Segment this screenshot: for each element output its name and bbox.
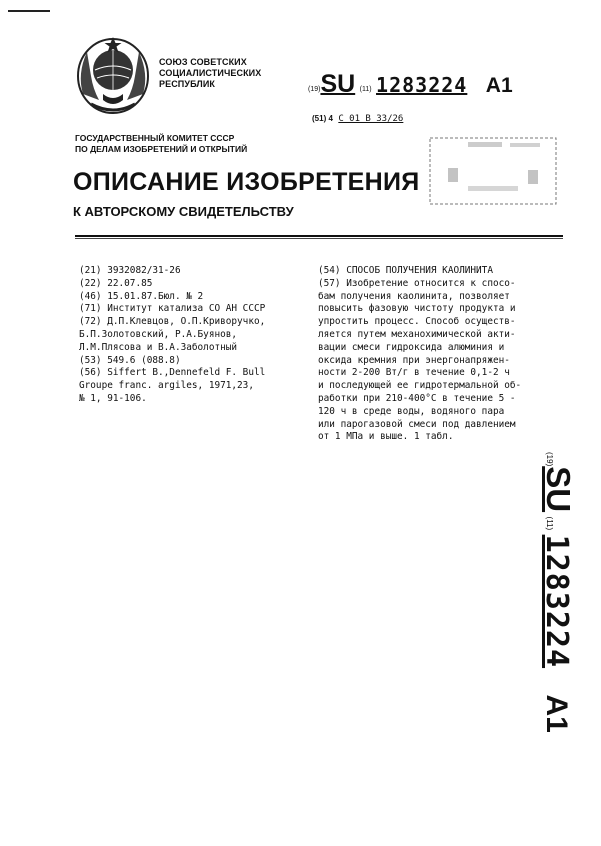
abstract-line: или парогазовой смеси под давлением xyxy=(318,418,516,430)
abstract-line: (57) Изобретение относится к спосо- xyxy=(318,277,516,289)
union-line: СОЦИАЛИСТИЧЕСКИХ xyxy=(159,68,262,78)
abstract-title: (54) СПОСОБ ПОЛУЧЕНИЯ КАОЛИНИТА xyxy=(318,265,493,276)
vertical-patent-number-value: 1283224 xyxy=(539,534,574,669)
committee-line: ПО ДЕЛАМ ИЗОБРЕТЕНИЙ И ОТКРЫТИЙ xyxy=(75,143,248,154)
biblio-line: (21) 3932082/31-26 xyxy=(79,265,181,276)
divider xyxy=(75,238,563,239)
vertical-code-11: (11) xyxy=(545,516,554,531)
union-line: РЕСПУБЛИК xyxy=(159,79,215,89)
biblio-line: Groupe franc. argiles, 1971,23, xyxy=(79,380,254,392)
biblio-line: № 1, 91-106. xyxy=(79,392,147,404)
abstract-line: оксида кремния при энергонапряжен- xyxy=(318,354,510,366)
code-11: (11) xyxy=(359,86,372,93)
committee-name xyxy=(75,133,247,154)
biblio-line: (46) 15.01.87.Бюл. № 2 xyxy=(79,290,204,302)
abstract-line: ности 2-200 Вт/г в течение 0,1-2 ч xyxy=(318,367,510,379)
vertical-code-19: (19) xyxy=(545,452,554,467)
document-subtitle: К АВТОРСКОМУ СВИДЕТЕЛЬСТВУ xyxy=(73,204,294,219)
vertical-country-code: SU xyxy=(540,466,577,513)
ipc-code: (51) 4 xyxy=(312,114,333,123)
country-code: SU xyxy=(320,70,356,98)
biblio-line: (56) Siffert B.,Dennefeld F. Bull xyxy=(79,367,266,379)
biblio-line: Б.П.Золотовский, Р.А.Буянов, xyxy=(79,328,238,340)
code-19: (19) xyxy=(308,86,321,93)
ipc-classification xyxy=(312,114,403,124)
union-line: СОЮЗ СОВЕТСКИХ xyxy=(159,57,247,67)
biblio-line: (71) Институт катализа СО АН СССР xyxy=(79,303,266,315)
union-name xyxy=(159,57,261,90)
abstract-line: работки при 210-400°С в течение 5 - xyxy=(318,392,516,404)
biblio-line: (53) 549.6 (088.8) xyxy=(79,354,181,366)
vertical-kind-code: A1 xyxy=(540,694,573,733)
abstract-line: ляется путем механохимической акти- xyxy=(318,328,516,340)
biblio-line: (22) 22.07.85 xyxy=(79,277,153,289)
biblio-line: (72) Д.П.Клевцов, О.П.Криворучко, xyxy=(79,316,266,328)
committee-line: ГОСУДАРСТВЕННЫЙ КОМИТЕТ СССР xyxy=(75,133,235,143)
divider xyxy=(75,235,563,237)
patent-number-row xyxy=(308,70,513,99)
vertical-patent-number xyxy=(539,452,577,733)
abstract-line: от 1 МПа и выше. 1 табл. xyxy=(318,431,454,443)
bibliographic-data xyxy=(79,265,265,406)
document-title: ОПИСАНИЕ ИЗОБРЕТЕНИЯ xyxy=(73,168,420,196)
state-emblem-icon xyxy=(73,34,153,116)
abstract-line: бам получения каолинита, позволяет xyxy=(318,290,510,302)
abstract-line: вации смеси гидроксида алюминия и xyxy=(318,341,505,353)
edge-mark xyxy=(8,10,50,12)
ipc-value: C 01 B 33/26 xyxy=(338,114,404,124)
abstract-line: повысить фазовую чистоту продукта и xyxy=(318,303,516,315)
abstract-line: упростить процесс. Способ осуществ- xyxy=(318,316,516,328)
library-stamp xyxy=(428,132,560,210)
biblio-line: Л.М.Плясова и В.А.Заболотный xyxy=(79,341,238,353)
abstract-line: 120 ч в среде воды, водяного пара xyxy=(318,405,505,417)
abstract xyxy=(318,265,521,444)
patent-number: 1283224 xyxy=(376,73,468,97)
abstract-line: и последующей ее гидротермальной об- xyxy=(318,380,522,392)
kind-code: A1 xyxy=(485,74,513,97)
